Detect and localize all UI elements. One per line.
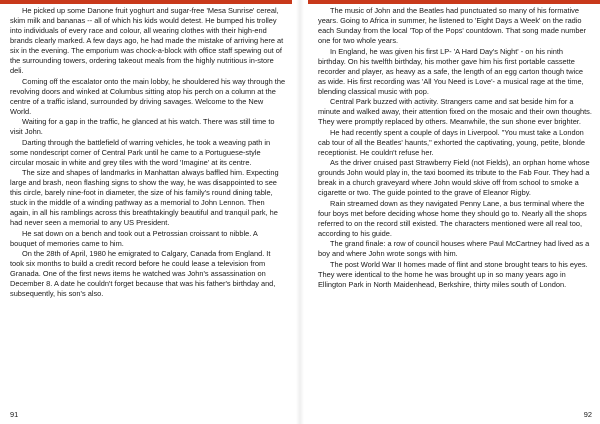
right-page-number: 92 [583,410,592,419]
paragraph: Central Park buzzed with activity. Strangers came and sat beside him for a minute and walked away, their attention fixed on the mosaic and their own thoughts. They were promptly replaced by others. Meanwhile, the sun shone ever brighter. [318,97,592,126]
right-page [318,6,592,406]
paragraph: The size and shapes of landmarks in Manhattan always baffled him. Expecting large and brash, neon flashing signs to show the way, he was disappointed to see this circle, barely nine-foot in diameter, the size of his family's round dining table, stuck in the middle of a winding pathway as a memorial to John Lennon. Then again, in all his ramblings across this breathtakingly beautiful and tranquil park, he had never seen a memorial to any US President. [10,168,279,227]
paragraph: He picked up some Danone fruit yoghurt and sugar-free 'Mesa Sunrise' cereal, skim milk and bananas -- all of which his kids would detest. He bumped his trolley into individuals of every race and colour, all wearing clothes with their high-end brands clearly marked. A few days ago, he had made the mistake of arriving here at six in the evening. The emporium was chock-a-block with office staff spewing out of the surrounding towers, ordering takeout meals from the highly nutritious in-store deli. [10,6,284,75]
paragraph: On the 28th of April, 1980 he emigrated to Calgary, Canada from England. It took six months to build a credit record before he could lease a television from Granada. One of the first news items he watched was John's assassination on December 8. A date he couldn't forget because that was his father's birthday and, subsequently, his son's also. [10,249,276,298]
paragraph: He sat down on a bench and took out a Petrossian croissant to nibble. A bouquet of memories came to him. [10,228,258,248]
paragraph: He had recently spent a couple of days in Liverpool. "You must take a London cab tour of all the Beatles' haunts," exhorted the captivating, young, petite, blonde receptionist. He couldn't refuse her. [318,127,585,157]
paragraph: In England, he was given his first LP- 'A Hard Day's Night' - on his ninth birthday. On his twelfth birthday, his mother gave him his first portable cassette recorder and player, as heavy as a safe, the length of an egg carton though twice as wide. His first recording was 'All You Need is Love'- a musical rage at the time, blending classical music with pop. [318,46,584,96]
right-page-top-bar [308,0,600,4]
left-page [10,6,286,406]
left-page-top-bar [0,0,292,4]
paragraph: Coming off the escalator onto the main lobby, he shouldered his way through the revolving doors and winked at Columbus sitting atop his perch on a column at the centre of a traffic island, surrounded by driving savages. Welcome to the New World. [10,76,286,116]
left-page-number: 91 [10,410,19,419]
paragraph: Waiting for a gap in the traffic, he glanced at his watch. There was still time to visit John. [10,117,275,136]
book-gutter [296,0,304,424]
paragraph: Darting through the battlefield of warring vehicles, he took a weaving path in some nondescript corner of Central Park until he came to a Portuguese-style circular mosaic in white and grey tiles with the word 'Imagine' at its centre. [10,137,271,167]
paragraph: As the driver cruised past Strawberry Field (not Fields), an orphan home whose grounds John would play in, the taxi boomed its tribute to the Fab Four. They had a break in a church graveyard where John would skive off from school to smoke a cigarette or two. The guide pointed to the grave of Eleanor Rigby. [318,158,590,197]
paragraph: The grand finale: a row of council houses where Paul McCartney had lived as a boy and where John wrote songs with him. [318,239,590,258]
paragraph: Rain streamed down as they navigated Penny Lane, a bus terminal where the four boys met before deciding whose home they should go to. Nearly all the shops referred to on the record still existed. The characters mentioned were all real too, according to his guide. [318,198,587,238]
paragraph: The music of John and the Beatles had punctuated so many of his formative years. Going to Africa in summer, he listened to 'Eight Days a Week' on the radio each Sunday from the local 'Top of the Pops' countdown. That song made number one for two whole years. [318,6,587,45]
paragraph: The post World War II homes made of flint and stone brought tears to his eyes. They were identical to the home he was brought up in so many years ago in Ellington Park in North Maidenhead, Berkshire, thirty miles south of London. [318,259,588,289]
